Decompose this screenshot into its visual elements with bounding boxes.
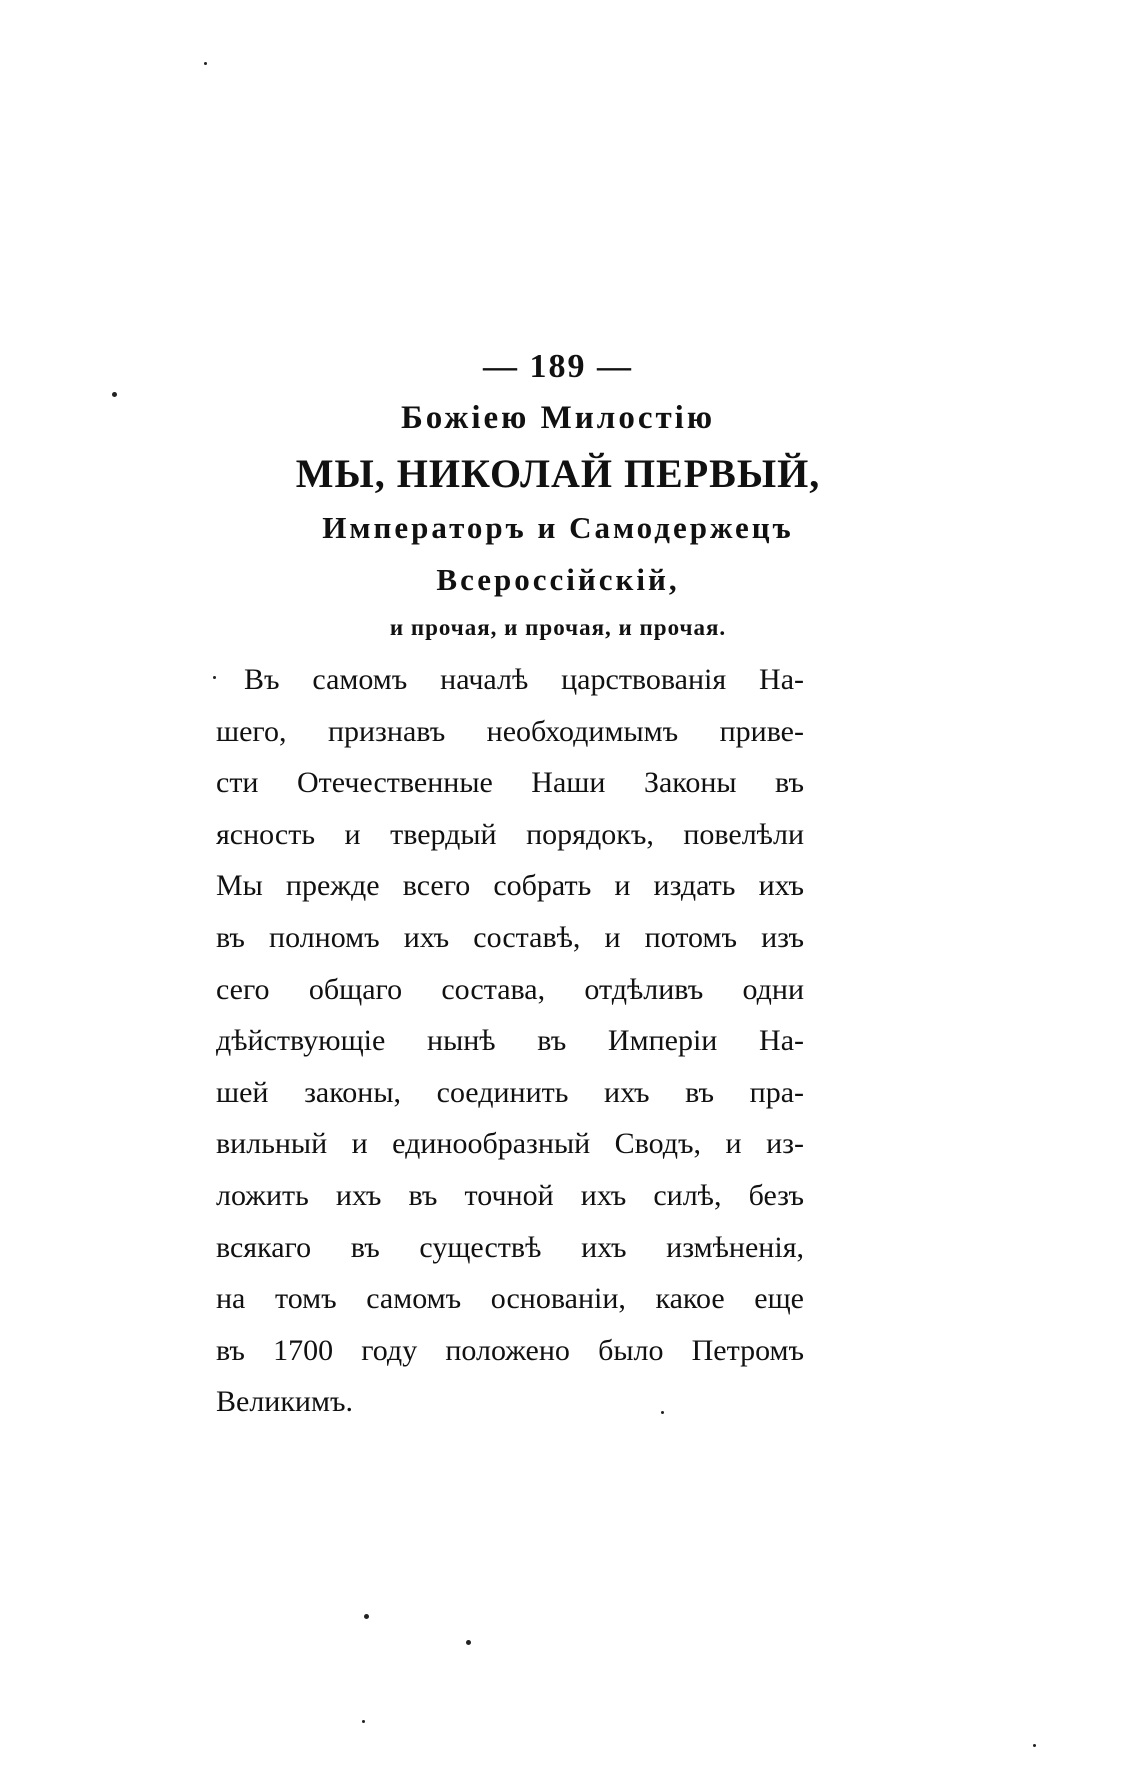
body-line: сего общаго состава, отдѣливъ одни xyxy=(216,972,804,1006)
scan-speck xyxy=(1033,1744,1036,1747)
body-line: всякаго въ существѣ ихъ измѣненiя, xyxy=(216,1230,804,1264)
scan-speck xyxy=(362,1720,365,1723)
heading-title-line-1: Императоръ и Самодержецъ xyxy=(322,510,794,545)
scan-speck xyxy=(661,1411,664,1414)
body-line: ложить ихъ въ точной ихъ силѣ, безъ xyxy=(216,1178,804,1212)
page-number: — 189 — xyxy=(483,348,633,385)
body-line: въ 1700 году положено было Петромъ xyxy=(216,1333,804,1367)
body-line: на томъ самомъ основанiи, какое еще xyxy=(216,1282,804,1316)
body-line: Мы прежде всего собрать и издать ихъ xyxy=(216,869,804,903)
body-line: сти Отечественные Наши Законы въ xyxy=(216,766,804,800)
scan-speck xyxy=(204,62,207,65)
body-line: Великимъ. xyxy=(216,1385,353,1419)
heading-etc: и прочая, и прочая, и прочая. xyxy=(389,615,727,640)
scan-speck xyxy=(112,392,117,397)
body-line: въ полномъ ихъ составѣ, и потомъ изъ xyxy=(216,920,804,954)
heading-sovereign-name: МЫ, НИКОЛАЙ ПЕРВЫЙ, xyxy=(295,451,821,496)
heading-by-gods-grace: Божiею Милостiю xyxy=(400,400,716,436)
body-line: дѣйствующiе нынѣ въ Имперiи На- xyxy=(216,1024,804,1058)
scan-speck xyxy=(364,1614,369,1619)
body-line: Въ самомъ началѣ царствованiя На- xyxy=(244,663,804,696)
body-paragraph xyxy=(216,654,804,1428)
body-line: вильный и единообразный Сводъ, и из- xyxy=(216,1127,804,1161)
scan-speck xyxy=(466,1640,471,1645)
body-line: шей законы, соединить ихъ въ пра- xyxy=(216,1075,804,1109)
scan-speck xyxy=(213,676,216,679)
heading-title-line-2: Всероссiйскiй, xyxy=(436,562,680,597)
body-line: шего, признавъ необходимымъ приве- xyxy=(216,714,804,748)
body-line: ясность и твердый порядокъ, повелѣли xyxy=(216,817,804,851)
